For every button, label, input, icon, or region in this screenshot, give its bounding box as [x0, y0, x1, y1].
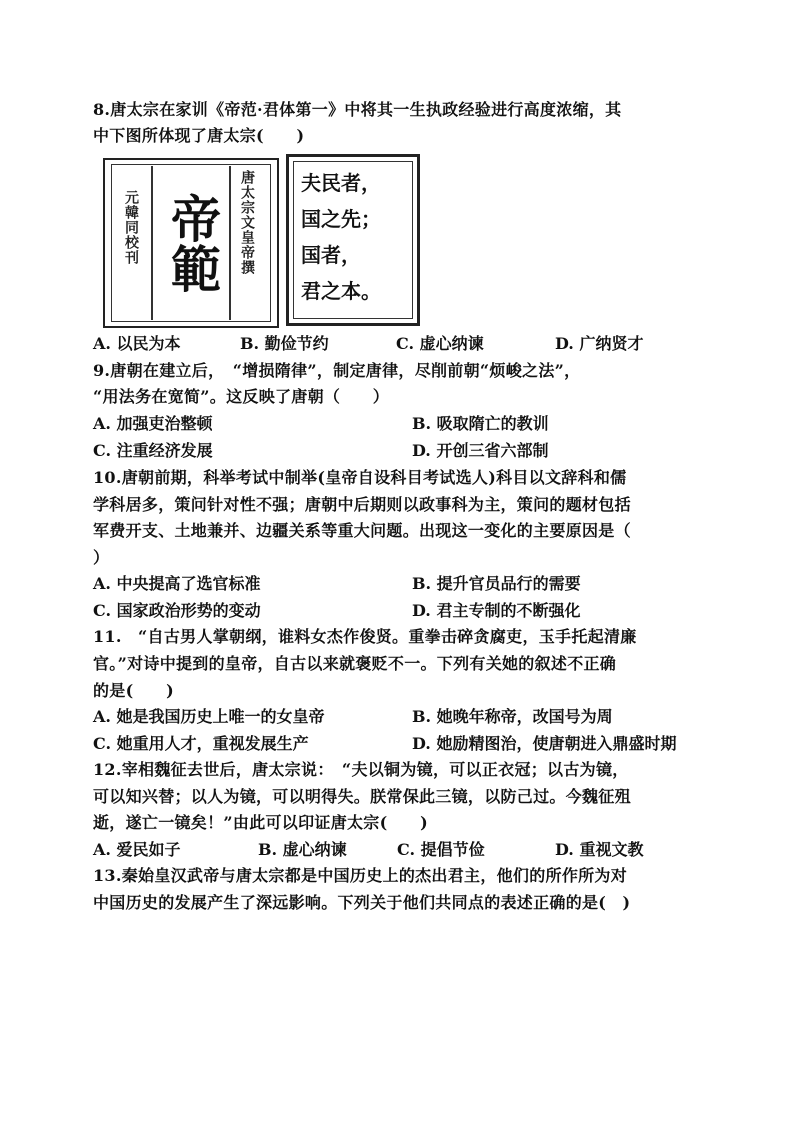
q9-option-b[interactable]: B. 吸取隋亡的教训 — [412, 414, 549, 433]
book-cover-rule — [229, 166, 231, 320]
quote-line-1: 夫民者， — [301, 171, 381, 195]
q12-option-b[interactable]: B. 虚心纳谏 — [258, 840, 347, 859]
book-cover-title: 帝範 — [163, 193, 222, 293]
q10-stem-line2: 学科居多，策问针对性不强；唐朝中后期则以政事科为主，策问的题材包括 — [93, 495, 631, 514]
q12-stem-line2: 可以知兴替；以人为镜，可以明得失。朕常保此三镜，以防己过。今魏征殂 — [93, 787, 631, 806]
q11-option-a[interactable]: A. 她是我国历史上唯一的女皇帝 — [93, 707, 325, 726]
q11-stem-line2: 官。”对诗中提到的皇帝，自古以来就褒贬不一。下列有关她的叙述不正确 — [93, 654, 617, 673]
q12-stem-line3: 逝，遂亡一镜矣！”由此可以印证唐太宗( ) — [93, 813, 428, 832]
q10-option-c[interactable]: C. 国家政治形势的变动 — [93, 601, 261, 620]
q10-stem-line3: 军费开支、土地兼并、边疆关系等重大问题。出现这一变化的主要原因是（ — [93, 521, 631, 540]
q9-option-c[interactable]: C. 注重经济发展 — [93, 441, 213, 460]
q9-stem-line1: 9.唐朝在建立后， “增损隋律”，制定唐律，尽削前朝“烦峻之法”， — [93, 361, 581, 380]
q12-option-a[interactable]: A. 爱民如子 — [93, 840, 181, 859]
q9-option-a[interactable]: A. 加强吏治整顿 — [93, 414, 213, 433]
q12-stem-line1: 12.宰相魏征去世后，唐太宗说： “夫以铜为镜，可以正衣冠；以古为镜， — [93, 760, 629, 779]
q12-option-d[interactable]: D. 重视文教 — [555, 840, 644, 859]
q11-option-c[interactable]: C. 她重用人才，重视发展生产 — [93, 734, 309, 753]
q13-stem-line2: 中国历史的发展产生了深远影响。下列关于他们共同点的表述正确的是( ) — [93, 893, 631, 912]
q13-stem-line1: 13.秦始皇汉武帝与唐太宗都是中国历史上的杰出君主，他们的所作所为对 — [93, 866, 628, 885]
q12-option-c[interactable]: C. 提倡节俭 — [397, 840, 485, 859]
quote-tablet-figure — [286, 154, 420, 326]
q11-stem-line3: 的是( ) — [93, 681, 174, 700]
q11-option-b[interactable]: B. 她晚年称帝，改国号为周 — [412, 707, 613, 726]
book-cover-left-column: 元韓同校刊 — [123, 190, 139, 265]
q8-stem-line1: 8.唐太宗在家训《帝范·君体第一》中将其一生执政经验进行高度浓缩，其 — [93, 100, 622, 119]
quote-line-4: 君之本。 — [301, 279, 381, 303]
quote-line-3: 国者， — [301, 243, 361, 267]
book-cover-rule — [151, 166, 153, 320]
q10-option-a[interactable]: A. 中央提高了选官标准 — [93, 574, 261, 593]
q8-option-d[interactable]: D. 广纳贤才 — [555, 334, 644, 353]
dijfan-book-cover-figure — [103, 158, 279, 328]
q11-option-d[interactable]: D. 她励精图治，使唐朝进入鼎盛时期 — [412, 734, 677, 753]
q9-option-d[interactable]: D. 开创三省六部制 — [412, 441, 549, 460]
q8-stem-line2: 中下图所体现了唐太宗( ) — [93, 126, 305, 145]
q9-stem-line2: “用法务在宽简”。这反映了唐朝（ ） — [93, 387, 390, 406]
q8-option-a[interactable]: A. 以民为本 — [93, 334, 181, 353]
q11-stem-line1: 11. “自古男人掌朝纲，谁料女杰作俊贤。重拳击碎贪腐吏，玉手托起清廉 — [93, 627, 637, 646]
q10-stem-line4: ） — [93, 548, 110, 567]
q8-option-c[interactable]: C. 虚心纳谏 — [396, 334, 484, 353]
q10-stem-line1: 10.唐朝前期，科举考试中制举(皇帝自设科目考试选人)科目以文辞科和儒 — [93, 468, 627, 487]
q8-option-b[interactable]: B. 勤俭节约 — [240, 334, 329, 353]
q10-option-d[interactable]: D. 君主专制的不断强化 — [412, 601, 581, 620]
q10-option-b[interactable]: B. 提升官员品行的需要 — [412, 574, 581, 593]
book-cover-right-column: 唐太宗文皇帝撰 — [239, 170, 255, 275]
quote-line-2: 国之先； — [301, 207, 381, 231]
